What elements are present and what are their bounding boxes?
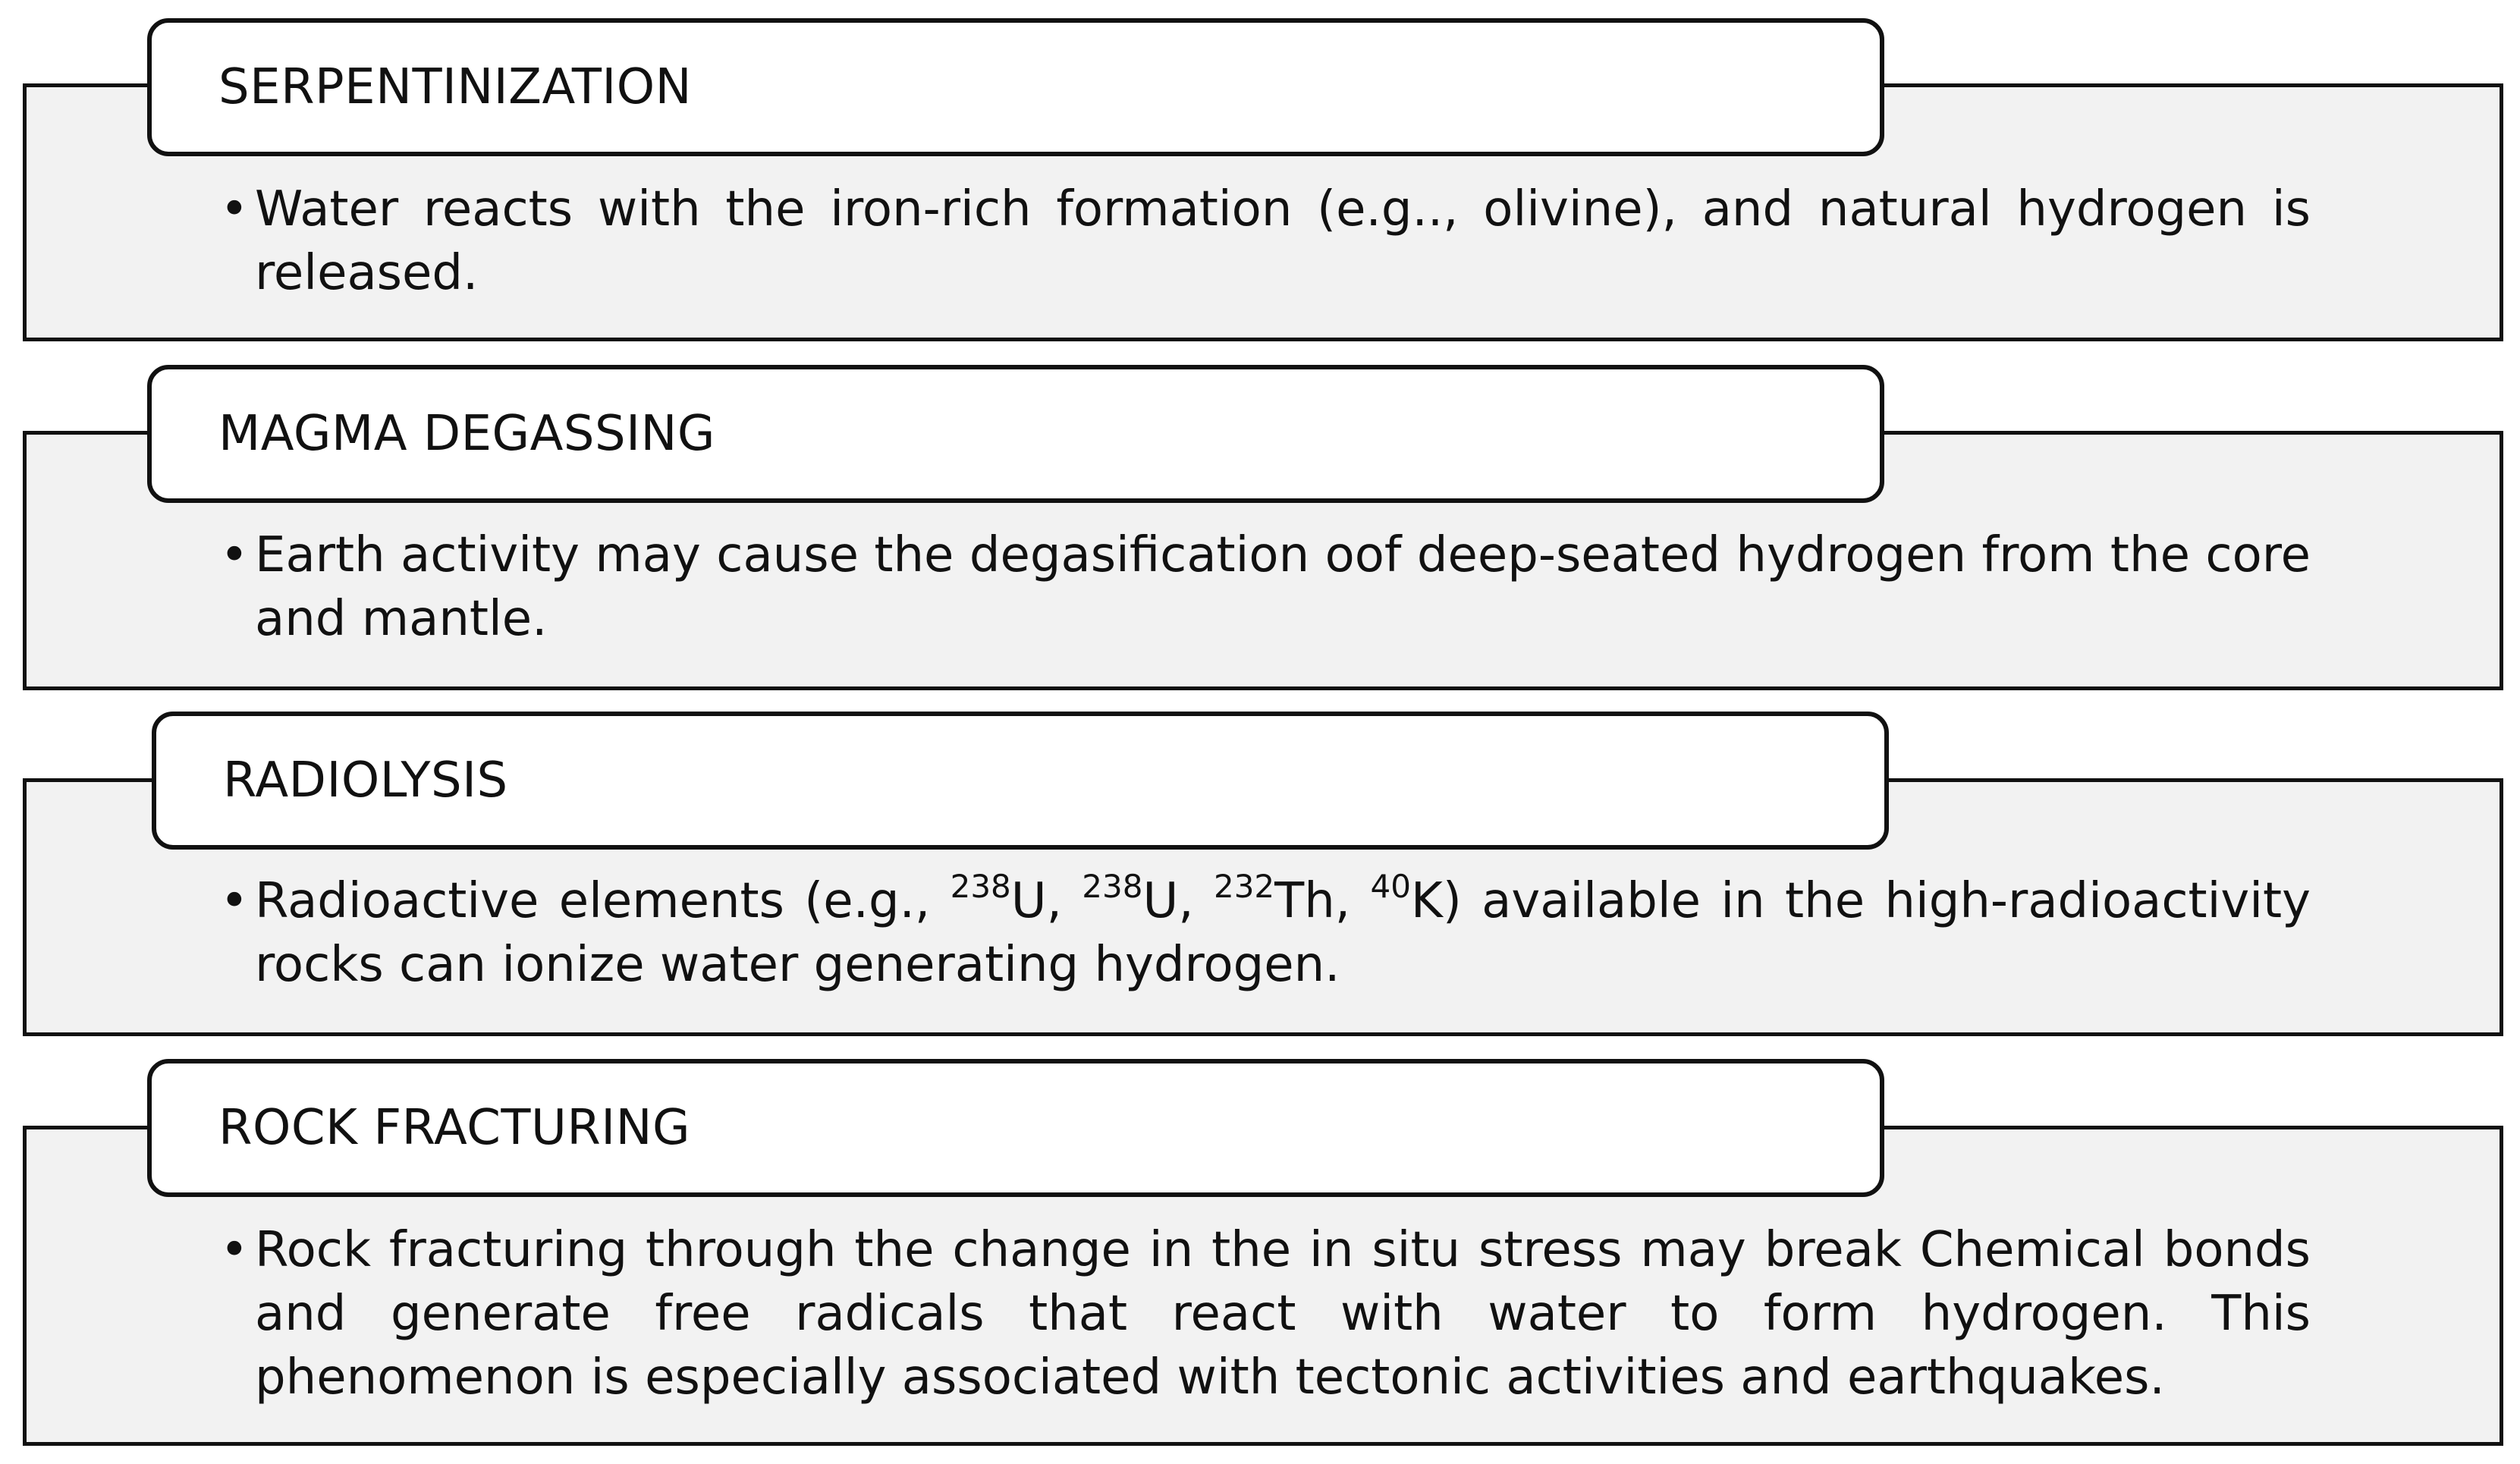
- magma-degassing-description: Earth activity may cause the degasification oof deep-seated hydrogen from the core and mantle.: [255, 527, 2311, 647]
- bullet-icon: •: [220, 1222, 249, 1278]
- potassium-40-mass-number: 40: [1370, 868, 1411, 905]
- magma-degassing-title-box: [147, 365, 1884, 503]
- bullet-icon: •: [220, 527, 249, 583]
- uranium-symbol-second: U,: [1142, 873, 1214, 929]
- radiolysis-bullet: [220, 869, 2311, 997]
- rock-fracturing-bullet: [220, 1218, 2311, 1409]
- rock-fracturing-description: Rock fracturing through the change in the in situ stress may break Chemical bonds and generate free radicals that react with water to form hydrogen. This phenomenon is especially associated with tectonic activities and earthquakes.: [255, 1222, 2311, 1406]
- uranium-238-mass-number: 238: [950, 868, 1011, 905]
- radiolysis-description: [255, 869, 2311, 997]
- thorium-symbol: Th,: [1274, 873, 1371, 929]
- serpentinization-bullet: [220, 178, 2311, 305]
- bullet-icon: •: [220, 181, 249, 237]
- radiolysis-title: RADIOLYSIS: [223, 752, 508, 809]
- uranium-238-mass-number-second: 238: [1082, 868, 1143, 905]
- radiolysis-text-prefix: Radioactive elements (e.g.,: [255, 873, 950, 929]
- magma-degassing-title: MAGMA DEGASSING: [218, 406, 715, 462]
- thorium-232-mass-number: 232: [1213, 868, 1275, 905]
- radiolysis-text-suffix: ) available in the high-radioactivity rocks can ionize water generating hydrogen.: [255, 873, 2311, 993]
- radiolysis-title-box: [152, 712, 1889, 850]
- serpentinization-title: SERPENTINIZATION: [218, 59, 693, 115]
- bullet-icon: •: [220, 873, 249, 929]
- magma-degassing-bullet: [220, 523, 2311, 651]
- serpentinization-description: Water reacts with the iron-rich formation (e.g.., olivine), and natural hydrogen is released.: [255, 181, 2311, 301]
- uranium-symbol: U,: [1010, 873, 1082, 929]
- rock-fracturing-title-box: [147, 1059, 1884, 1197]
- potassium-symbol: K: [1410, 873, 1443, 929]
- serpentinization-title-box: [147, 18, 1884, 156]
- rock-fracturing-title: ROCK FRACTURING: [218, 1100, 691, 1156]
